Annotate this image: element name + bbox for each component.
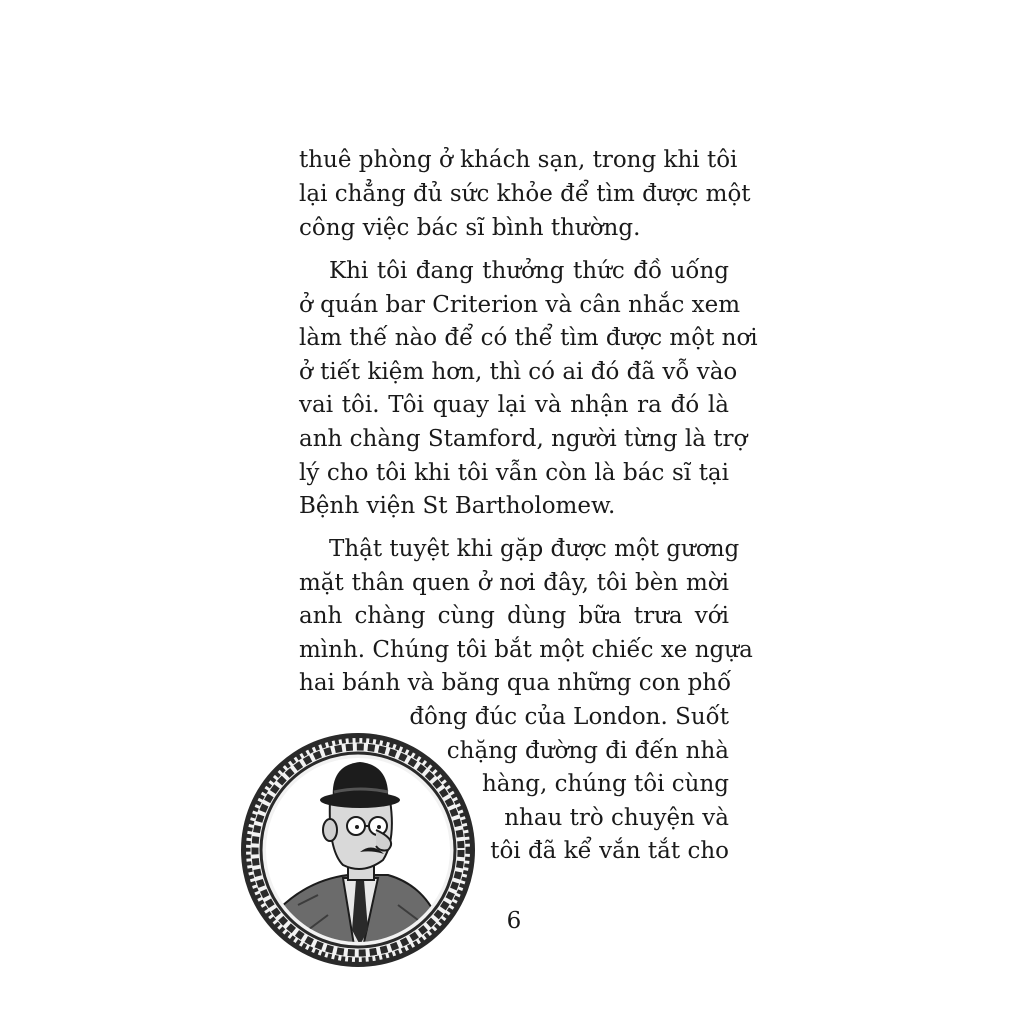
text-line: hàng, chúng tôi cùng	[481, 771, 729, 797]
text-line: mặt thân quen ở nơi đây, tôi bèn mời	[299, 570, 729, 596]
text-line: ở quán bar Criterion và cân nhắc xem	[299, 292, 741, 318]
text-line: hai bánh và băng qua những con phố	[299, 670, 732, 696]
text-line: mình. Chúng tôi bắt một chiếc xe ngựa	[299, 637, 753, 663]
text-line: tôi đã kể vắn tắt cho	[490, 838, 729, 864]
text-line: đông đúc của London. Suốt	[409, 704, 729, 730]
text-line: thuê phòng ở khách sạn, trong khi tôi	[299, 147, 738, 173]
page-number: 6	[506, 908, 522, 934]
text-line: Bệnh viện St Bartholomew.	[299, 493, 616, 519]
text-line: anh chàng cùng dùng bữa trưa với	[299, 603, 729, 629]
text-line: lý cho tôi khi tôi vẫn còn là bác sĩ tại	[299, 460, 729, 486]
text-line: ở tiết kiệm hơn, thì có ai đó đã vỗ vào	[299, 359, 738, 385]
text-line: làm thế nào để có thể tìm được một nơi	[299, 325, 758, 351]
text-line: chặng đường đi đến nhà	[446, 738, 729, 764]
text-line: công việc bác sĩ bình thường.	[299, 215, 641, 241]
text-line: Thật tuyệt khi gặp được một gương	[329, 536, 740, 562]
text-line: vai tôi. Tôi quay lại và nhận ra đó là	[299, 392, 729, 418]
text-line: anh chàng Stamford, người từng là trợ	[299, 426, 748, 452]
portrait-svg	[238, 730, 478, 970]
text-line: nhau trò chuyện và	[504, 805, 729, 831]
gentleman-portrait-icon	[238, 730, 478, 970]
text-line: lại chẳng đủ sức khỏe để tìm được một	[299, 181, 751, 207]
text-line: Khi tôi đang thưởng thức đồ uống	[329, 258, 729, 284]
